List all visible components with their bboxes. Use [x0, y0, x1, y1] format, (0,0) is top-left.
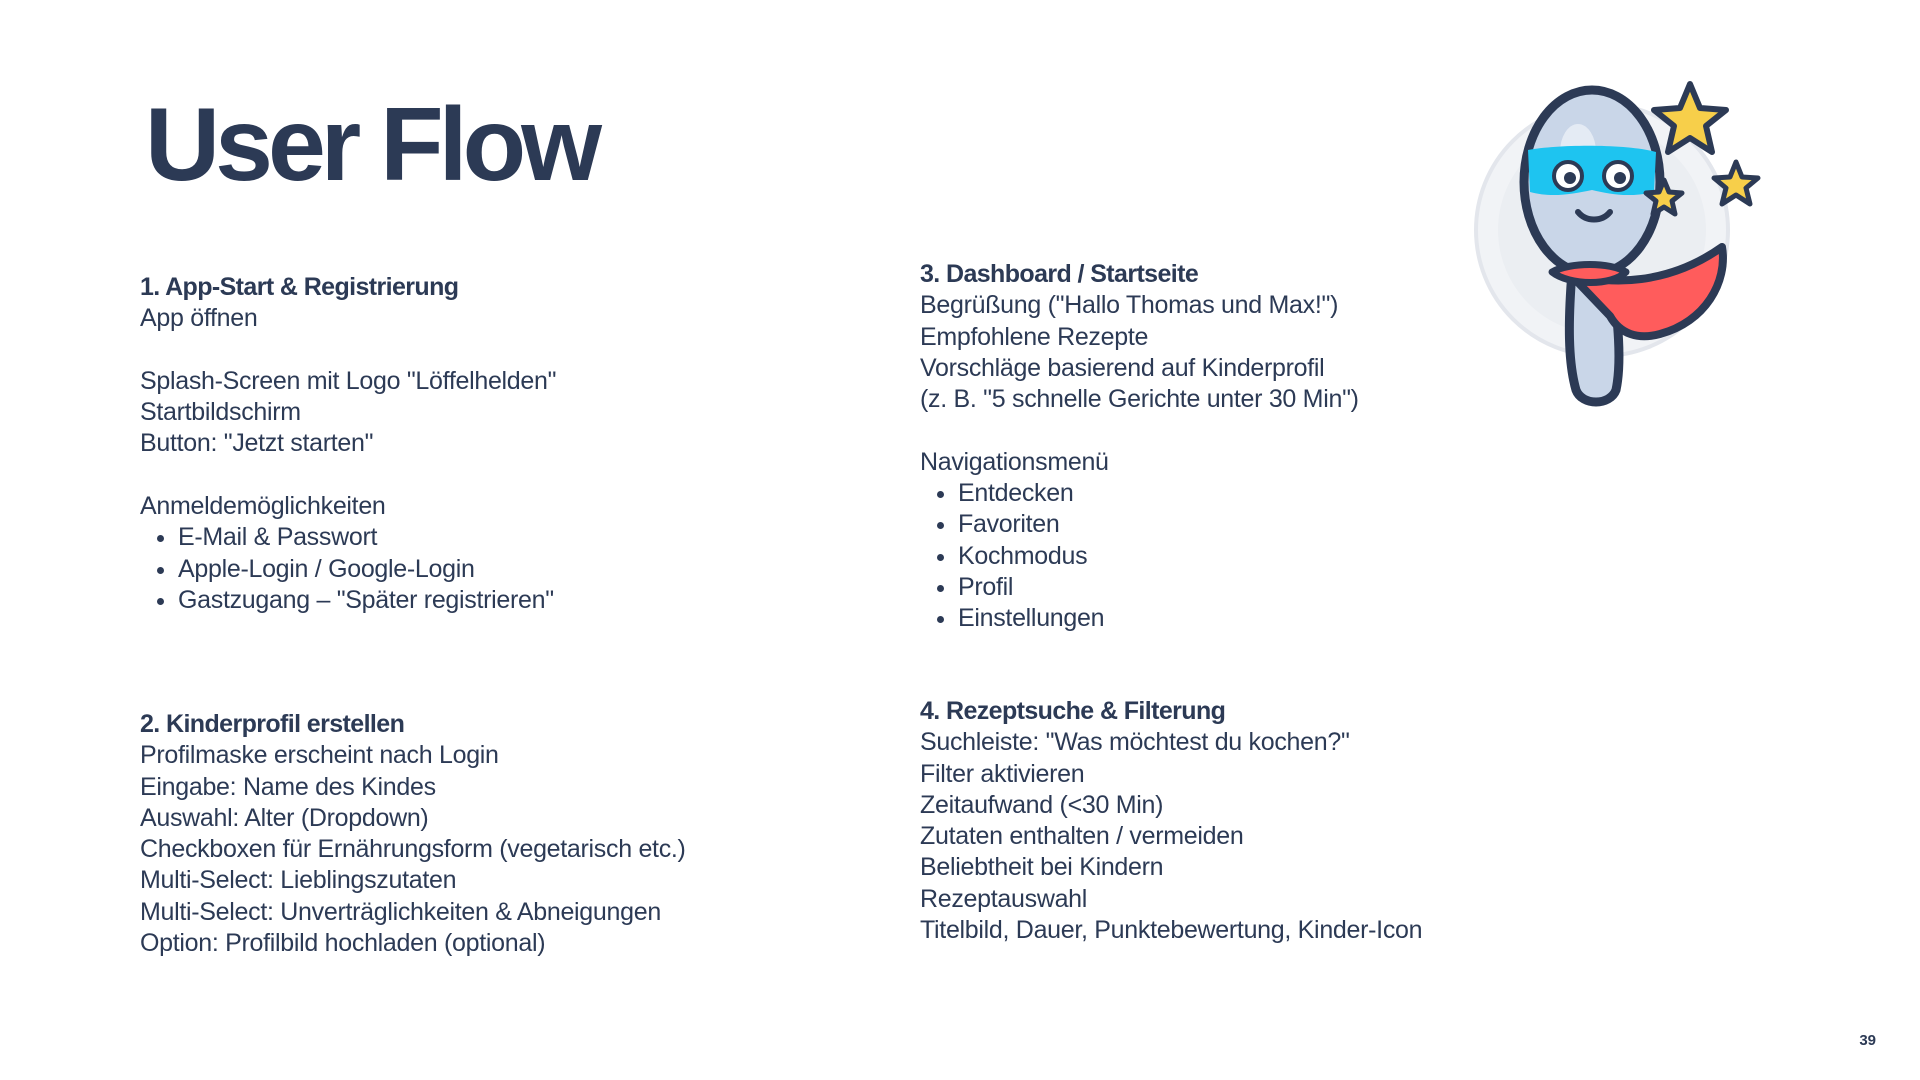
text-line: Filter aktivieren — [920, 759, 1085, 788]
section-heading: 3. Dashboard / Startseite — [920, 260, 1199, 288]
section-rezeptsuche — [920, 696, 1680, 946]
text-line: Eingabe: Name des Kindes — [140, 772, 436, 801]
list-item: • E-Mail & Passwort — [178, 522, 900, 553]
page-title: User Flow — [145, 87, 597, 203]
section-app-start — [140, 272, 900, 616]
text-line: Navigationsmenü — [920, 447, 1109, 476]
navigation-menu-list — [920, 478, 1680, 634]
text-line: Suchleiste: "Was möchtest du kochen?" — [920, 728, 1350, 757]
list-item: • Einstellungen — [958, 603, 1680, 634]
login-options-list — [140, 522, 900, 616]
text-line: Button: "Jetzt starten" — [140, 429, 374, 458]
text-line: Multi-Select: Lieblingszutaten — [140, 866, 457, 895]
text-line: Anmeldemöglichkeiten — [140, 492, 386, 521]
list-item: • Entdecken — [958, 478, 1680, 509]
text-line: Zeitaufwand (<30 Min) — [920, 790, 1164, 819]
text-line: Rezeptauswahl — [920, 884, 1088, 913]
text-line: App öffnen — [140, 304, 258, 333]
text-line: (z. B. "5 schnelle Gerichte unter 30 Min") — [920, 385, 1359, 414]
list-item: • Gastzugang – "Später registrieren" — [178, 585, 900, 616]
text-line: Startbildschirm — [140, 398, 301, 427]
section-heading: 1. App-Start & Registrierung — [140, 273, 459, 301]
text-line: Begrüßung ("Hallo Thomas und Max!") — [920, 291, 1339, 320]
text-line: Checkboxen für Ernährungsform (vegetarisch etc.) — [140, 835, 686, 864]
text-line: Splash-Screen mit Logo "Löffelhelden" — [140, 366, 557, 395]
text-line: Auswahl: Alter (Dropdown) — [140, 803, 429, 832]
page-number: 39 — [1859, 1032, 1876, 1049]
text-line: Multi-Select: Unverträglichkeiten & Abneigungen — [140, 897, 661, 926]
text-line: Option: Profilbild hochladen (optional) — [140, 929, 546, 958]
text-line: Vorschläge basierend auf Kinderprofil — [920, 353, 1325, 382]
section-heading: 2. Kinderprofil erstellen — [140, 710, 405, 738]
text-line: Beliebtheit bei Kindern — [920, 853, 1164, 882]
text-line: Profilmaske erscheint nach Login — [140, 741, 499, 770]
section-heading: 4. Rezeptsuche & Filterung — [920, 697, 1226, 725]
list-item: • Kochmodus — [958, 541, 1680, 572]
list-item: • Profil — [958, 572, 1680, 603]
text-line: Zutaten enthalten / vermeiden — [920, 822, 1244, 851]
spoon-superhero-mascot-icon — [1460, 72, 1800, 412]
list-item: • Favoriten — [958, 509, 1680, 540]
list-item: • Apple-Login / Google-Login — [178, 554, 900, 585]
section-kinderprofil — [140, 709, 900, 959]
text-line: Empfohlene Rezepte — [920, 322, 1149, 351]
text-line: Titelbild, Dauer, Punktebewertung, Kinder-Icon — [920, 916, 1423, 945]
